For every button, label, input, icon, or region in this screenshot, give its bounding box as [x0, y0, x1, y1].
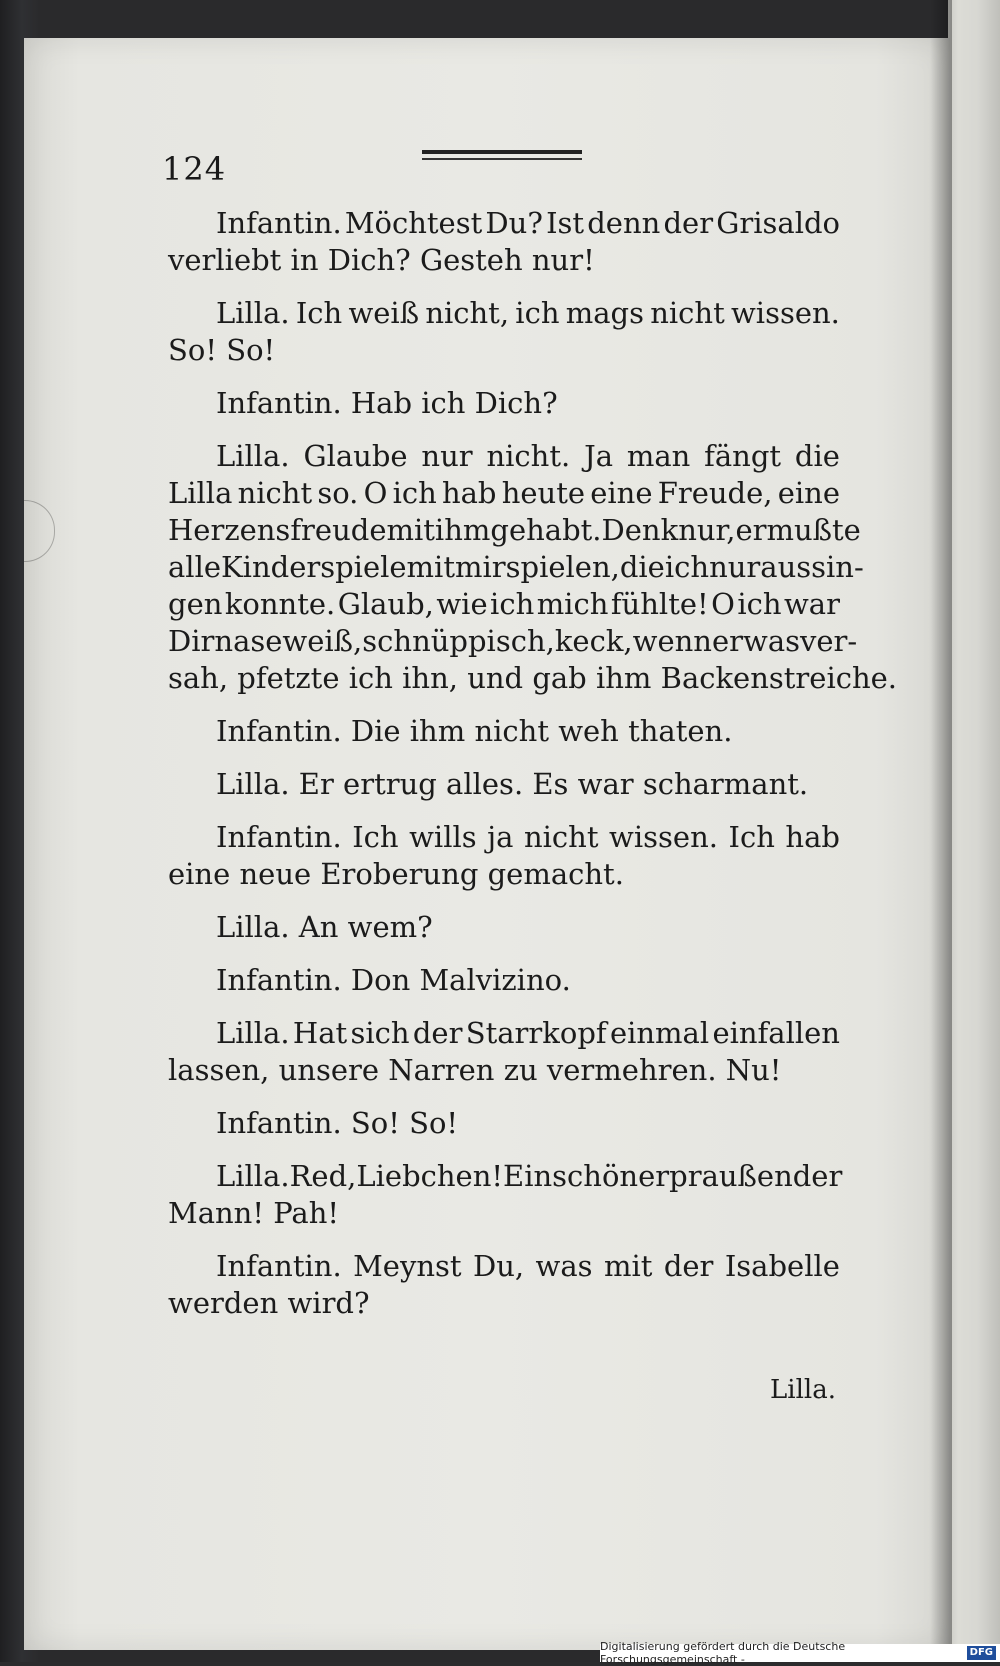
text-line: Lilla. Red, Liebchen! Ein schöner praußender	[216, 1159, 843, 1193]
paragraph	[168, 1158, 843, 1232]
paragraph	[168, 295, 840, 369]
text-line: Infantin. Meynst Du, was mit der Isabelle	[216, 1249, 840, 1283]
text-line: gen konnte. Glaub, wie ich mich fühlte! O ich war	[168, 587, 840, 621]
paragraph	[168, 205, 840, 279]
paragraph	[168, 766, 840, 803]
text-line: Infantin. Ich wills ja nicht wissen. Ich hab	[216, 820, 840, 854]
text-line: Infantin. Möchtest Du? Ist denn der Grisaldo	[216, 206, 840, 240]
text-line: eine neue Eroberung gemacht.	[168, 857, 624, 891]
text-line: Lilla. Ich weiß nicht, ich mags nicht wissen.	[216, 296, 840, 330]
text-line: Infantin. Hab ich Dich?	[216, 386, 558, 420]
paragraph	[168, 962, 840, 999]
text-line: alle Kinderspiele mit mir spielen, die ich nur aussin-	[168, 550, 864, 584]
page-number: 124	[162, 150, 227, 188]
paragraph	[168, 1015, 840, 1089]
text-line: Infantin. So! So!	[216, 1106, 459, 1140]
footer-text: Digitalisierung gefördert durch die Deutsche Forschungsgemeinschaft -	[600, 1640, 846, 1666]
text-line: So! So!	[168, 333, 276, 367]
text-line: Infantin. Don Malvizino.	[216, 963, 571, 997]
text-line: Lilla. Er ertrug alles. Es war scharmant.	[216, 767, 809, 801]
catchword: Lilla.	[770, 1375, 836, 1405]
paragraph	[168, 819, 840, 893]
text-line: Lilla. Hat sich der Starrkopf einmal einfallen	[216, 1016, 840, 1050]
paragraph	[168, 1248, 840, 1322]
text-line: Lilla. An wem?	[216, 910, 433, 944]
text-line: Mann! Pah!	[168, 1196, 340, 1230]
paragraph	[168, 909, 840, 946]
digitization-footer	[600, 1640, 1000, 1666]
facing-page-edge	[948, 0, 1000, 1662]
page-text	[168, 205, 898, 1338]
paragraph	[168, 385, 840, 422]
text-line: Lilla nicht so. O ich hab heute eine Freude, eine	[168, 476, 840, 510]
text-line: Dir naseweiß, schnüppisch, keck, wenn er was ver-	[168, 624, 858, 658]
text-line: sah, pfetzte ich ihn, und gab ihm Backenstreiche.	[168, 661, 898, 695]
text-line: lassen, unsere Narren zu vermehren. Nu!	[168, 1053, 782, 1087]
text-line: verliebt in Dich? Gesteh nur!	[168, 243, 595, 277]
text-line: werden wird?	[168, 1286, 370, 1320]
paragraph	[168, 713, 840, 750]
paragraph	[168, 438, 898, 697]
text-line: Infantin. Die ihm nicht weh thaten.	[216, 714, 733, 748]
text-line: Herzensfreude mit ihm gehabt. Denk nur, er mußte	[168, 513, 861, 547]
gutter-shadow	[930, 0, 952, 1662]
text-line: Lilla. Glaube nur nicht. Ja man fängt die	[216, 439, 840, 473]
header-rule	[422, 150, 582, 160]
dfg-logo: DFG	[967, 1646, 996, 1660]
paragraph	[168, 1105, 840, 1142]
